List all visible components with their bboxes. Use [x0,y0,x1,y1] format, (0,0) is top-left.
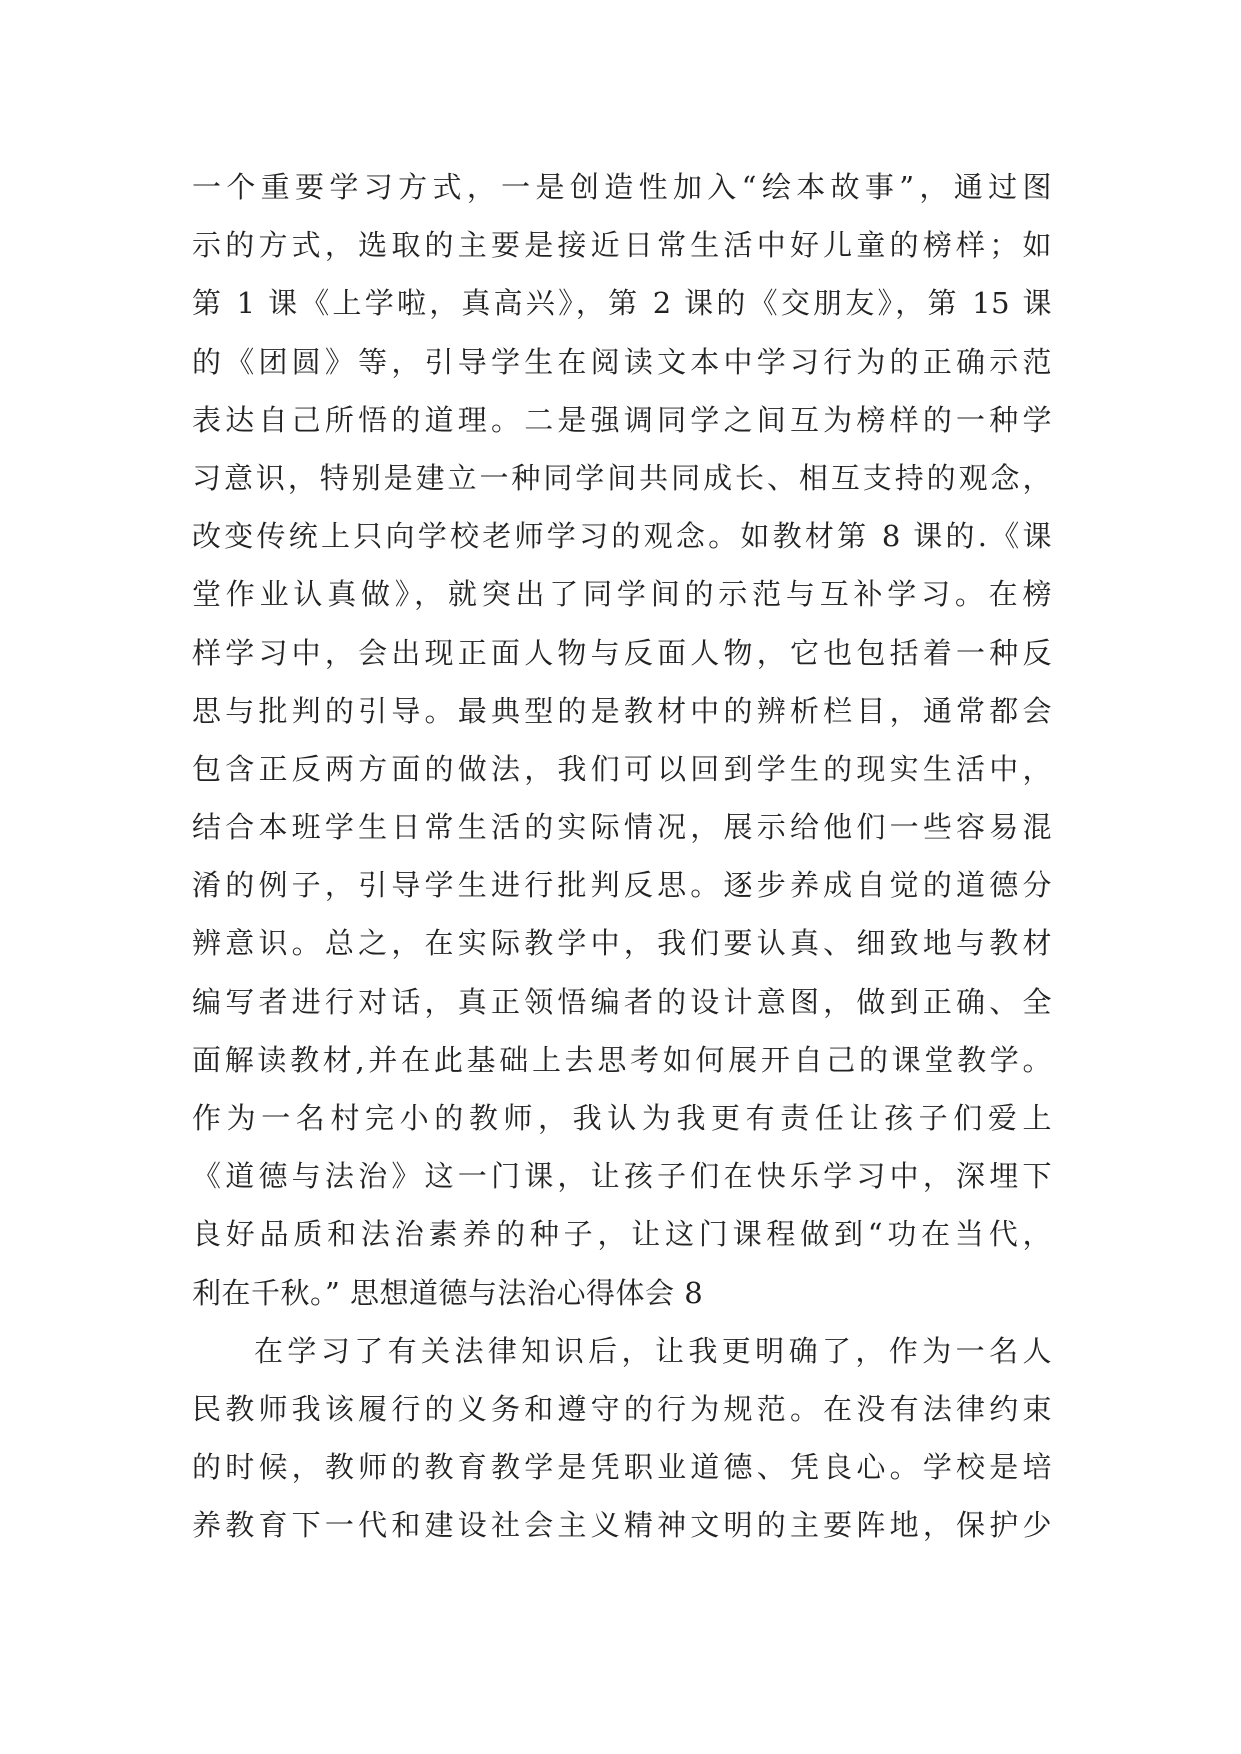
text-line-heading: 利在千秋。” 思想道德与法治心得体会 8 [192,1275,704,1310]
text-line: 良好品质和法治素养的种子，让这门课程做到“功在当代， [192,1217,1052,1252]
text-line: 面解读教材,并在此基础上去思考如何展开自己的课堂教学。 [192,1042,1052,1077]
text-line: 样学习中，会出现正面人物与反面人物，它也包括着一种反 [192,635,1052,670]
text-line: 《道德与法治》这一门课，让孩子们在快乐学习中，深埋下 [192,1159,1052,1194]
text-line: 思与批判的引导。最典型的是教材中的辨析栏目，通常都会 [192,693,1052,728]
text-line-paragraph-start: 在学习了有关法律知识后，让我更明确了，作为一名人 [254,1333,1052,1368]
text-line: 养教育下一代和建设社会主义精神文明的主要阵地，保护少 [192,1508,1052,1543]
text-line: 示的方式，选取的主要是接近日常生活中好儿童的榜样；如 [192,228,1052,263]
text-line: 表达自己所悟的道理。二是强调同学之间互为榜样的一种学 [192,402,1052,437]
text-line: 一个重要学习方式，一是创造性加入“绘本故事”，通过图 [192,170,1052,204]
text-line: 包含正反两方面的做法，我们可以回到学生的现实生活中， [192,751,1052,786]
text-line: 堂作业认真做》，就突出了同学间的示范与互补学习。在榜 [192,577,1052,612]
text-line: 作为一名村完小的教师，我认为我更有责任让孩子们爱上 [192,1101,1052,1135]
text-line: 改变传统上只向学校老师学习的观念。如教材第 8 课的.《课 [192,519,1052,554]
text-line: 编写者进行对话，真正领悟编者的设计意图，做到正确、全 [192,984,1052,1019]
body-text [192,158,1052,1555]
text-line: 结合本班学生日常生活的实际情况，展示给他们一些容易混 [192,810,1052,845]
text-line: 习意识，特别是建立一种同学间共同成长、相互支持的观念， [192,460,1052,495]
text-line: 的时候，教师的教育教学是凭职业道德、凭良心。学校是培 [192,1450,1052,1485]
text-line: 的《团圆》等，引导学生在阅读文本中学习行为的正确示范 [192,344,1052,379]
text-line: 淆的例子，引导学生进行批判反思。逐步养成自觉的道德分 [192,868,1052,903]
text-line: 第 1 课《上学啦，真高兴》，第 2 课的《交朋友》，第 15 课 [192,286,1052,321]
text-line: 民教师我该履行的义务和遵守的行为规范。在没有法律约束 [192,1391,1052,1426]
text-line: 辨意识。总之，在实际教学中，我们要认真、细致地与教材 [192,926,1052,961]
